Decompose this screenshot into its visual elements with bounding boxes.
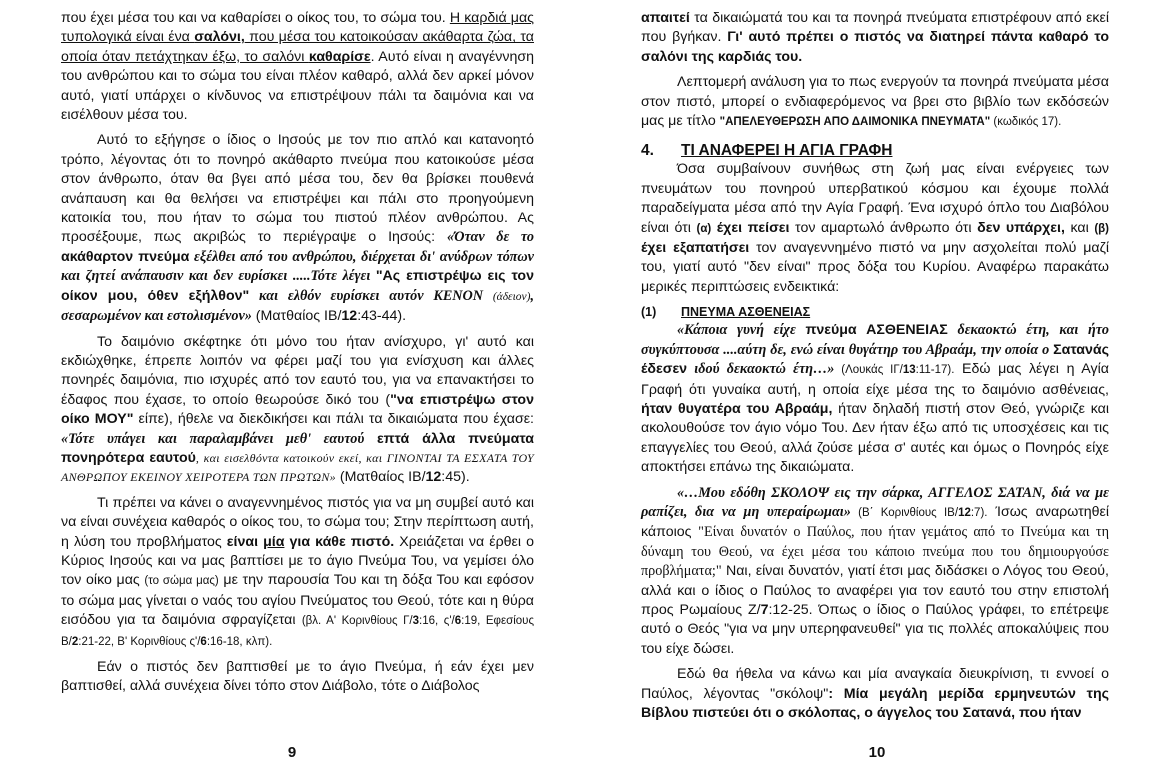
bold-text: είναι <box>226 533 264 550</box>
bold-text: απαιτεί <box>641 10 690 26</box>
bold-underlined-text: καθαρίσε <box>308 48 371 65</box>
quote-text: «Όταν δε το <box>447 229 535 246</box>
text: τα δικαιώματά του και τα πονηρά πνεύματα επιστρέφουν από εκεί που βγήκαν. <box>641 10 1109 46</box>
page-number: 9 <box>287 744 297 761</box>
quote-text: ιδού δεκαοκτώ έτη…» <box>687 361 835 378</box>
text: Εάν ο πιστός δεν βαπτισθεί με το άγιο Πνεύμα, ή εάν έχει μεν βαπτισθεί, αλλά συνέχεια δίνει τόπο στον Διάβολο, τότε ο Διάβολος <box>61 659 534 695</box>
quote-text: «…Μου εδόθη ΣΚΟΛΟΨ εις την σάρκα, ΑΓΓΕΛΟΣ ΣΑΤΑΝ, διά να με ραπίζει, δια να μη υπεραίρωμαι» <box>641 484 1109 520</box>
subsection-number: (1) <box>641 305 657 320</box>
bold-text: (α) <box>696 222 712 235</box>
text: Λεπτομερή ανάλυση για το πως ενεργούν τα πονηρά πνεύματα μέσα στον πιστό, μπορεί ο ενδιαφερόμενος να βρει στο βιβλίο των εκδόσεών μας με τίτλο <box>641 74 1109 130</box>
text: Εδώ θα ήθελα να κάνω και μία αναγκαία διευκρίνιση, τι εννοεί ο Παύλος, λέγοντας "σκόλοψ" <box>641 666 1109 702</box>
bold-text: 2 <box>71 635 79 648</box>
paragraph <box>641 160 1109 297</box>
paragraph <box>61 9 534 125</box>
reference-text: :19, Εφεσίους Β/ <box>61 615 535 648</box>
bold-text: δεν υπάρχει, <box>977 219 1065 236</box>
bold-text: έχει εξαπατήσει <box>641 240 750 257</box>
quote-text: και ελθόν ευρίσκει αυτόν ΚΕΝΟΝ <box>249 287 493 304</box>
quote-text: εξέλθει από του ανθρώπου, διέρχεται δι' ανύδρων τόπων και ζητεί ανάπαυσιν και δεν ευρίσκει .....Τότε λέγει <box>61 248 534 285</box>
bold-text: για κάθε πιστό. <box>284 533 395 550</box>
bold-text: Σατανάς έδεσεν <box>641 341 1109 378</box>
reference-text: (Β΄ Κορινθίους ΙΒ/ <box>850 506 959 519</box>
text: είπε), ήθελε να διεκδικήσει και πάλι τα δικαιώματα που έχασε: <box>133 411 534 428</box>
paragraph <box>641 665 1109 723</box>
text: Το δαιμόνιο σκέφτηκε ότι μόνο του ήταν ανίσχυρο, γι' αυτό και εκδιώχθηκε, έπρεπε λοιπόν να φέρει μαζί του για ενίσχυση και άλλες πονηρές δαιμόνια, πιο ισχυρές από τον εαυτό του, για να επανακτήσει το έδαφος που έχασε, το οποίο θεωρούσε δικό του ( <box>61 333 534 408</box>
quote-text: δεκαοκτώ έτη, και ήτο συγκύπτουσα ....αύτη δε, ενώ είναι θυγάτηρ του Αβραάμ, την οποία ο <box>641 322 1109 358</box>
bold-text: επτά άλλα πνεύματα πονηρότερα εαυτού <box>61 430 534 466</box>
section-heading <box>641 142 1109 160</box>
bold-text: (β) <box>1094 222 1109 235</box>
text: τον αναγεννημένο πιστό να μην ασχολείται πολύ μαζί του, γιατί αυτό "δεν είναι" προς δόξα του Κυρίου. Αναφέρω παρακάτω μερικές περιπτώσεις ενδεικτικά: <box>641 240 1109 295</box>
bold-text: "να επιστρέψω στον οίκο ΜΟΥ" <box>61 391 534 428</box>
paragraph <box>61 131 534 326</box>
text: ήταν δηλαδή πιστή στον Θεό, γνώριζε και ακολουθούσε τον άγιο νόμο Του. Δεν ήταν έξω από τις υποσχέσεις και τις επαγγελίες του Θεού, αλλά ζούσε μέσα σ' αυτές και όμως ο Πονηρός είχε αποκτήσει επάνω της δικαιώματα. <box>641 400 1109 476</box>
paragraph <box>61 658 534 697</box>
paragraph <box>641 9 1109 67</box>
reference-text: (Ματθαίος ΙΒ/ <box>251 308 342 325</box>
reference-text: (Λουκάς ΙΓ/ <box>834 364 903 377</box>
text: και <box>1064 219 1095 236</box>
bold-underlined-text: σαλόνι, <box>194 29 245 46</box>
text: (κωδικός 17). <box>990 116 1062 129</box>
bold-text: ακάθαρτον πνεύμα <box>61 248 190 265</box>
left-page <box>0 0 584 771</box>
bold-text: έχει πείσει <box>711 219 790 236</box>
reference-text: :11-17). <box>915 364 955 377</box>
section-title: ΤΙ ΑΝΑΦΕΡΕΙ Η ΑΓΙΑ ΓΡΑΦΗ <box>681 142 893 160</box>
reference-text: :7). <box>970 506 988 519</box>
bold-text: 7 <box>760 601 769 618</box>
text: που έχει μέσα του και να καθαρίσει ο οίκος του, το σώμα του. <box>61 10 450 26</box>
right-page <box>585 0 1169 771</box>
page-number: 10 <box>868 744 886 761</box>
serif-quote-text: "Είναι δυνατόν ο Παύλος, που ήταν γεμάτος από το Πνεύμα και τη δύναμη του Θεού, να έχει μέσα του κάποιο πνεύμα που του δημιουργούσε προβλήματα;" <box>641 524 1109 580</box>
text: με την παρουσία Του και τη δόξα Του και εφόσον το σώμα μας γίνεται ο ναός του αγίου Πνεύματος του Θεού, τότε και η θύρα εισόδου για τα δαιμόνια σφραγίζεται <box>61 572 534 629</box>
text: :12-25. Όπως ο ίδιος ο Παύλος γράφει, το επέτρεψε αυτό ο Θεός "για να μην υπερηφανευθεί" για τις πολλές αποκαλύψεις που του είχε δώσει. <box>641 601 1109 657</box>
bold-text: ήταν θυγατέρα του Αβραάμ, <box>641 400 833 417</box>
reference-text: (Ματθαίος ΙΒ/ <box>335 469 426 486</box>
paragraph <box>641 484 1109 660</box>
small-italic-text: (άδειον) <box>492 290 531 303</box>
text: Χρειάζεται να έρθει ο Κύριος Ιησούς και να μας βαπτίσει με το άγιο Πνεύμα Του, να γεμίσει όλο τον οίκο μας <box>61 533 534 589</box>
subsection-title: ΠΝΕΥΜΑ ΑΣΘΕΝΕΙΑΣ <box>681 305 811 320</box>
bold-text: 12 <box>958 506 971 519</box>
text: Όσα συμβαίνουν συνήθως στη ζωή μας είναι ενέργειες των πνευμάτων του πονηρού υπερβατικού κόσμου και έχουμε πολλά παραδείγματα μέσα από την Αγία Γραφή. Ένα ισχυρό όπλο του Διαβόλου είναι ότι <box>641 161 1109 236</box>
quote-text: , και εισελθόντα κατοικούν εκεί, και ΓΙΝΟΝΤΑΙ ΤΑ ΕΣΧΑΤΑ ΤΟΥ ΑΝΘΡΩΠΟΥ ΕΚΕΙΝΟΥ ΧΕΙΡΟΤΕΡΑ ΤΩΝ ΠΡΩΤΩΝ» <box>61 450 534 485</box>
reference-text: (βλ. Α' Κορινθίους Γ/ <box>301 615 413 628</box>
bold-text: 12 <box>425 469 442 486</box>
bold-text: 13 <box>902 364 916 377</box>
quote-text: «Τότε υπάγει και παραλαμβάνει μεθ' εαυτού <box>61 430 377 447</box>
paragraph <box>61 333 534 488</box>
subsection-heading <box>641 305 1109 319</box>
bold-text: πνεύμα ΑΣΘΕΝΕΙΑΣ <box>805 322 948 339</box>
quote-text: , σεσαρωμένον και εστολισμένον» <box>61 287 534 325</box>
text: Ίσως αναρωτηθεί κάποιος <box>641 503 1109 541</box>
underlined-text: που μέσα του κατοικούσαν ακάθαρτα ζώα, τα οποία όταν πετάχτηκαν έξω, το σαλόνι <box>61 29 534 65</box>
underlined-text: Η καρδιά μας τυπολογικά είναι ένα <box>61 10 534 46</box>
text: τον αμαρτωλό άνθρωπο ότι <box>789 219 978 236</box>
quote-text: «Κάποια γυνή είχε <box>677 322 806 339</box>
bold-text: 3 <box>412 615 420 628</box>
reference-text: :43-44). <box>357 308 407 325</box>
section-number: 4. <box>641 142 654 160</box>
paragraph <box>641 73 1109 132</box>
paragraph <box>641 321 1109 477</box>
bold-text: Γι' αυτό πρέπει ο πιστός να διατηρεί πάντα καθαρό το σαλόνι της καρδιάς του. <box>641 29 1109 65</box>
text: Εδώ μας λέγει η Αγία Γραφή ότι γυναίκα αυτή, η οποία είχε μέσα της το δαιμόνιο ασθένειας, <box>641 361 1109 398</box>
text: Τι πρέπει να κάνει ο αναγεννημένος πιστός για να μη συμβεί αυτό και να είναι συνέχεια καθαρός ο οίκος του, το σώμα του; Στην περίπτωση αυτή, η λύση του προβλήματος <box>61 494 534 550</box>
bold-text: 6 <box>200 635 207 648</box>
bold-text: 12 <box>341 308 358 325</box>
reference-text: :21-22, Β' Κορινθίους ς'/ <box>78 635 201 648</box>
bold-underlined-text: μία <box>263 533 285 550</box>
reference-text: :45). <box>441 469 470 486</box>
paragraph <box>61 494 534 652</box>
reference-text: :16, ς'/ <box>419 615 455 628</box>
book-title: "ΑΠΕΛΕΥΘΕΡΩΣΗ ΑΠΟ ΔΑΙΜΟΝΙΚΑ ΠΝΕΥΜΑΤΑ" <box>719 116 991 129</box>
text: Ναι, είναι δυνατόν, γιατί έτσι μας διδάσκει ο Λόγος του Θεού, αλλά και ο ίδιος ο Παύλος το αναφέρει για τον εαυτό του στην επιστολή προς Ρωμαίους Ζ/ <box>641 563 1109 618</box>
text: Αυτό το εξήγησε ο ίδιος ο Ιησούς με τον πιο απλό και κατανοητό τρόπο, λέγοντας ότι το πονηρό ακάθαρτο πνεύμα που κατοικούσε μέσα στον άνθρωπο, όταν θα βγει από μέσα του, δεν θα βρίσκει πουθενά ανάπαυση και θα θελήσει να επιστρέψει και πάλι στο προηγούμενη κατοικία του, που ήταν το σώμα του πιστού πλέον ανθρώπου. Ας προσέξουμε, πως ακριβώς το περιέγραψε ο Ιησούς: <box>61 132 534 246</box>
text: . Αυτό είναι η αναγέννηση του ανθρώπου και το σώμα του είναι πλέον καθαρό, αλλά δεν αρκεί μόνον αυτό, γιατί υπάρχει ο κίνδυνος να επιστρέψουν πάλι τα δαιμόνια και να εισέλθουν μέσα του. <box>61 48 534 124</box>
bold-text: "Ας επιστρέψω εις τον οίκον μου, όθεν εξήλθον" <box>61 268 534 304</box>
text: : Μία μεγάλη μερίδα ερμηνευτών της Βίβλου πιστεύει ότι ο σκόλοπας, ο άγγελος του Σατανά, που ήταν <box>641 685 1109 721</box>
small-text: (το σώμα μας) <box>144 575 219 588</box>
reference-text: :16-18, κλπ). <box>206 635 273 648</box>
bold-text: 6 <box>454 615 462 628</box>
